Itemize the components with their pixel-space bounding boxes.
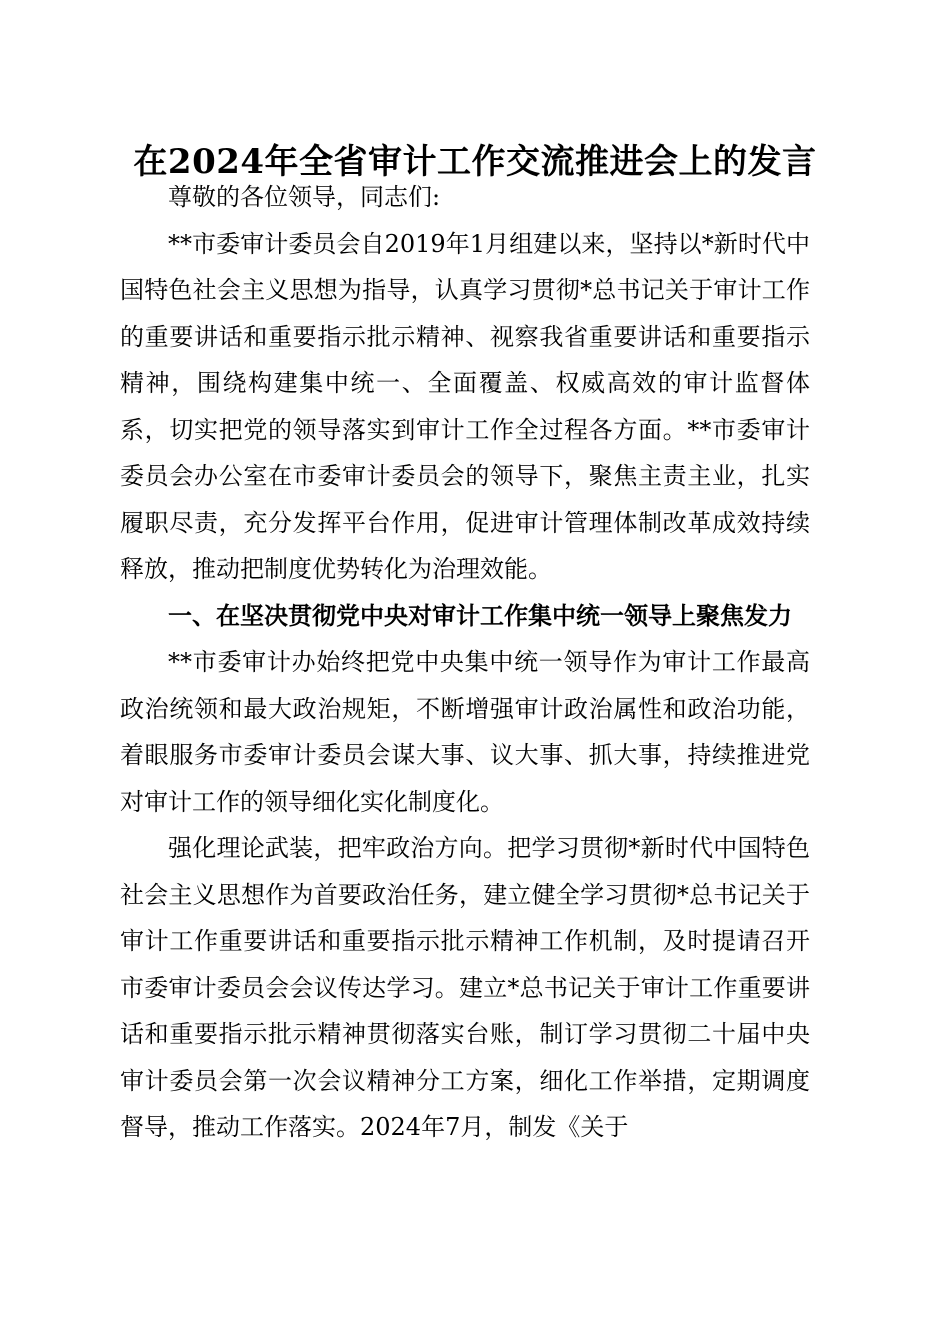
document-title: 在2024年全省审计工作交流推进会上的发言 — [133, 142, 817, 182]
section-1-paragraph: **市委审计办始终把党中央集中统一领导作为审计工作最高政治统领和最大政治规矩，不断增强审计政治属性和政治功能，着眼服务市委审计委员会谋大事、议大事、抓大事，持续推进党对审计工作的领导细化实化制度化。 — [120, 648, 810, 816]
intro-paragraph: **市委审计委员会自2019年1月组建以来，坚持以*新时代中国特色社会主义思想为指导，认真学习贯彻*总书记关于审计工作的重要讲话和重要指示批示精神、视察我省重要讲话和重要指示精神，围绕构建集中统一、全面覆盖、权威高效的审计监督体系，切实把党的领导落实到审计工作全过程各方面。**市委审计委员会办公室在市委审计委员会的领导下，聚焦主责主业，扎实履职尽责，充分发挥平台作用，促进审计管理体制改革成效持续释放，推动把制度优势转化为治理效能。 — [120, 229, 810, 583]
salutation-paragraph: 尊敬的各位领导，同志们: — [168, 183, 441, 211]
theory-paragraph: 强化理论武装，把牢政治方向。把学习贯彻*新时代中国特色社会主义思想作为首要政治任务，建立健全学习贯彻*总书记关于审计工作重要讲话和重要指示批示精神工作机制，及时提请召开市委审计委员会会议传达学习。建立*总书记关于审计工作重要讲话和重要指示批示精神贯彻落实台账，制订学习贯彻二十届中央审计委员会第一次会议精神分工方案，细化工作举措，定期调度督导，推动工作落实。2024年7月，制发《关于 — [120, 834, 810, 1141]
section-heading-1: 一、在坚决贯彻党中央对审计工作集中统一领导上聚焦发力 — [168, 601, 792, 630]
document-body — [120, 174, 810, 1151]
